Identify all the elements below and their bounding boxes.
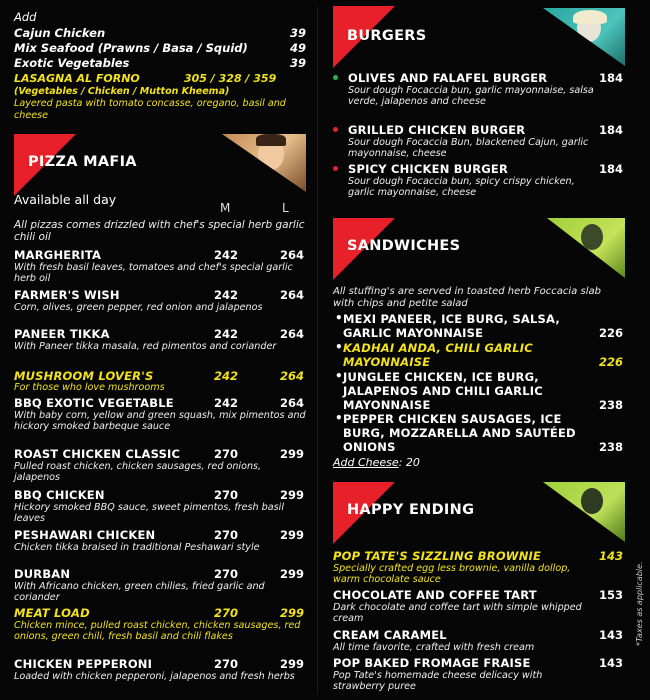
bullet-icon: • xyxy=(335,311,343,325)
pizza-note: All pizzas comes drizzled with chef's special herb garlic chili oil xyxy=(14,219,305,243)
price-l: 264 xyxy=(280,248,305,262)
item-price: 238 xyxy=(599,440,624,454)
item-description: With Africano chicken, green chilies, fried garlic and coriander xyxy=(14,581,265,603)
item-name: MEXI PANEER, ICE BURG, SALSA, GARLIC MAYONNAISE xyxy=(343,312,560,340)
column-divider xyxy=(317,6,318,694)
add-cheese-label: Add Cheese xyxy=(333,456,399,469)
add-item-name: Exotic Vegetables xyxy=(14,56,130,70)
price-l: 299 xyxy=(280,447,305,461)
portrait-photo xyxy=(222,134,306,192)
add-title: Add xyxy=(14,10,37,24)
add-item xyxy=(14,26,306,40)
item-description: Pop Tate's homemade cheese delicacy with strawberry puree xyxy=(333,670,543,692)
price-m: 270 xyxy=(214,567,239,581)
item-description: All time favorite, crafted with fresh cream xyxy=(333,642,535,653)
item-description: Pulled roast chicken, chicken sausages, red onions, jalapenos xyxy=(14,461,262,483)
price-m: 242 xyxy=(214,327,239,341)
portrait-photo xyxy=(547,218,625,278)
item-description: Sour dough Focaccia bun, spicy crispy chicken, garlic mayonnaise, cheese xyxy=(348,176,575,198)
item-name: PANEER TIKKA xyxy=(14,327,110,341)
item-name: SPICY CHICKEN BURGER xyxy=(348,162,509,176)
item-price: 184 xyxy=(599,162,624,176)
item-name: BBQ CHICKEN xyxy=(14,488,105,502)
happy-ending-banner-title: HAPPY ENDING xyxy=(347,502,475,518)
item-price: 184 xyxy=(599,123,624,137)
bullet-icon: • xyxy=(335,340,343,354)
item-description: With fresh basil leaves, tomatoes and chef's special garlic herb oil xyxy=(14,262,293,284)
item-name: FARMER'S WISH xyxy=(14,288,120,302)
size-m-header: M xyxy=(220,201,231,215)
item-price: 226 xyxy=(599,355,624,369)
lasagna-description: Layered pasta with tomato concasse, oregano, basil and cheese xyxy=(14,98,286,121)
lasagna-name: LASAGNA AL FORNO xyxy=(14,72,140,85)
add-cheese-price: : 20 xyxy=(398,456,420,469)
item-price: 238 xyxy=(599,398,624,412)
add-item-price: 39 xyxy=(289,26,306,40)
item-name: JUNGLEE CHICKEN, ICE BURG, JALAPENOS AND CHILI GARLIC MAYONNAISE xyxy=(343,370,543,412)
price-m: 270 xyxy=(214,528,239,542)
price-m: 242 xyxy=(214,288,239,302)
item-name: POP BAKED FROMAGE FRAISE xyxy=(333,656,531,670)
item-description: Dark chocolate and coffee tart with simple whipped cream xyxy=(333,602,582,624)
item-name: MEAT LOAD xyxy=(14,606,90,620)
item-description: Sour dough Focaccia bun, garlic mayonnaise, salsa verde, jalapenos and cheese xyxy=(348,85,594,107)
item-name: MUSHROOM LOVER'S xyxy=(14,369,154,383)
item-name: OLIVES AND FALAFEL BURGER xyxy=(348,71,548,85)
item-description: Hickory smoked BBQ sauce, sweet pimentos, fresh basil leaves xyxy=(14,502,284,524)
add-item-name: Cajun Chicken xyxy=(14,26,106,40)
item-name: GRILLED CHICKEN BURGER xyxy=(348,123,526,137)
add-item xyxy=(14,56,306,70)
portrait-photo xyxy=(543,482,625,542)
bullet-icon: • xyxy=(335,369,343,383)
price-m: 270 xyxy=(214,488,239,502)
item-name: DURBAN xyxy=(14,567,71,581)
item-description: Sour dough Focaccia Bun, blackened Cajun, garlic mayonnaise, cheese xyxy=(348,137,589,159)
item-name: ROAST CHICKEN CLASSIC xyxy=(14,447,181,461)
item-price: 143 xyxy=(599,656,624,670)
taxes-note-text: *Taxes as applicable. xyxy=(635,561,644,646)
sandwiches-note: All stuffing's are served in toasted herb Foccacia slab with chips and petite salad xyxy=(333,286,601,309)
add-item xyxy=(14,41,306,55)
item-description: With baby corn, yellow and green squash, mix pimentos and hickory smoked barbeque sauce xyxy=(14,410,306,432)
sandwiches-banner-title: SANDWICHES xyxy=(347,238,461,254)
price-m: 242 xyxy=(214,396,239,410)
price-l: 299 xyxy=(280,567,305,581)
add-cheese xyxy=(333,456,420,469)
pizza-banner xyxy=(14,134,306,196)
price-m: 242 xyxy=(214,248,239,262)
price-m: 270 xyxy=(214,657,239,671)
item-price: 143 xyxy=(599,628,624,642)
item-name: PEPPER CHICKEN SAUSAGES, ICE BURG, MOZZARELLA AND SAUTÉED ONIONS xyxy=(343,412,576,454)
item-name: CHICKEN PEPPERONI xyxy=(14,657,153,671)
sandwiches-banner xyxy=(333,218,625,280)
price-l: 299 xyxy=(280,606,305,620)
price-l: 264 xyxy=(280,369,305,383)
portrait-photo xyxy=(543,8,625,66)
item-description: Loaded with chicken pepperoni, jalapenos and fresh herbs xyxy=(14,671,295,682)
item-name: KADHAI ANDA, CHILI GARLIC MAYONNAISE xyxy=(343,341,533,369)
item-name: MARGHERITA xyxy=(14,248,102,262)
item-name: CHOCOLATE AND COFFEE TART xyxy=(333,588,537,602)
price-l: 299 xyxy=(280,488,305,502)
burgers-banner-title: BURGERS xyxy=(347,28,427,44)
item-price: 143 xyxy=(599,549,624,563)
lasagna-variants: (Vegetables / Chicken / Mutton Kheema) xyxy=(14,86,230,97)
item-description: Chicken tikka braised in traditional Peshawari style xyxy=(14,542,260,553)
item-name: CREAM CARAMEL xyxy=(333,628,447,642)
pizza-banner-title: PIZZA MAFIA xyxy=(28,154,137,170)
pizza-availability: Available all day xyxy=(14,192,117,207)
price-l: 264 xyxy=(280,396,305,410)
item-description: For those who love mushrooms xyxy=(14,382,165,393)
burgers-banner xyxy=(333,6,625,68)
item-price: 226 xyxy=(599,326,624,340)
price-m: 270 xyxy=(214,606,239,620)
item-price: 184 xyxy=(599,71,624,85)
lasagna-price: 305 / 328 / 359 xyxy=(184,72,277,85)
item-name: PESHAWARI CHICKEN xyxy=(14,528,156,542)
price-l: 299 xyxy=(280,657,305,671)
size-l-header: L xyxy=(282,201,289,215)
add-item-price: 39 xyxy=(289,56,306,70)
item-name: POP TATE'S SIZZLING BROWNIE xyxy=(333,549,542,563)
item-name: BBQ EXOTIC VEGETABLE xyxy=(14,396,174,410)
item-description: Specially crafted egg less brownie, vanilla dollop, warm chocolate sauce xyxy=(333,563,571,585)
item-price: 153 xyxy=(599,588,624,602)
non-veg-dot-icon xyxy=(333,166,338,171)
add-item-price: 49 xyxy=(289,41,306,55)
bullet-icon: • xyxy=(335,411,343,425)
non-veg-dot-icon xyxy=(333,127,338,132)
add-item-name: Mix Seafood (Prawns / Basa / Squid) xyxy=(14,41,248,55)
price-l: 264 xyxy=(280,288,305,302)
happy-ending-banner xyxy=(333,482,625,544)
veg-dot-icon xyxy=(333,75,338,80)
item-description: With Paneer tikka masala, red pimentos and coriander xyxy=(14,341,277,352)
price-l: 264 xyxy=(280,327,305,341)
price-l: 299 xyxy=(280,528,305,542)
item-description: Corn, olives, green pepper, red onion and jalapenos xyxy=(14,302,263,313)
item-description: Chicken mince, pulled roast chicken, chicken sausages, red onions, green chili, fresh basil and chili flakes xyxy=(14,620,301,642)
price-m: 270 xyxy=(214,447,239,461)
price-m: 242 xyxy=(214,369,239,383)
